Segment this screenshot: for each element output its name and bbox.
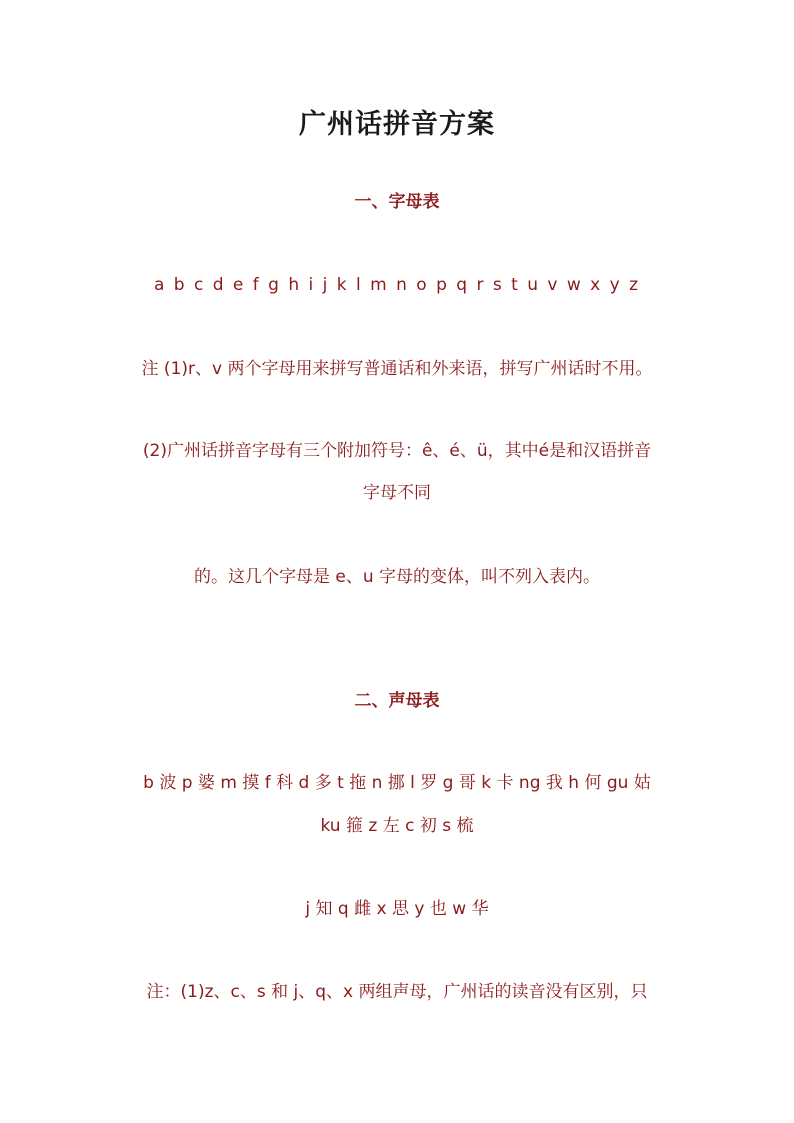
section-heading-alphabet: 一、字母表: [354, 192, 440, 212]
alphabet-note-2-cont: 字母不同: [363, 483, 431, 503]
section-heading-initials: 二、声母表: [354, 691, 440, 711]
initials-list-2: ku 箍 z 左 c 初 s 梳: [320, 816, 474, 836]
initials-list-1: b 波 p 婆 m 摸 f 科 d 多 t 拖 n 挪 l 罗 g 哥 k 卡 ng 我 h 何 gu 姑: [143, 773, 651, 793]
alphabet-note-2: (2)广州话拼音字母有三个附加符号：ê、é、ü，其中é是和汉语拼音: [142, 441, 652, 461]
document-title: 广州话拼音方案: [299, 109, 495, 140]
alphabet-note-1: 注 (1)r、v 两个字母用来拼写普通话和外来语，拼写广州话时不用。: [141, 359, 653, 379]
alphabet-note-3: 的。这几个字母是 e、u 字母的变体，叫不列入表内。: [193, 567, 601, 587]
initials-note-1: 注：(1)z、c、s 和 j、q、x 两组声母，广州话的读音没有区别，只: [146, 982, 648, 1002]
alphabet-list: a b c d e f g h i j k l m n o p q r s t u v w x y z: [153, 275, 641, 295]
initials-list-3: j 知 q 雌 x 思 y 也 w 华: [305, 899, 489, 919]
